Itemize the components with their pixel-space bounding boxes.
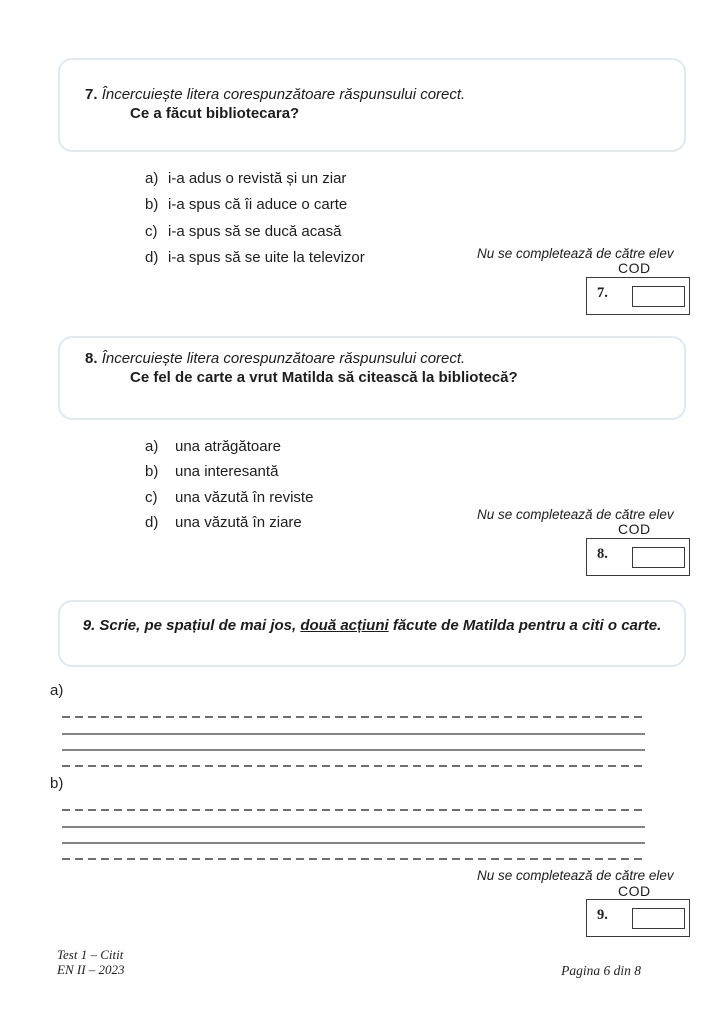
option-letter: b) — [145, 196, 159, 214]
cod-box-field — [632, 286, 685, 307]
question-7-box — [58, 58, 686, 152]
answer-a-label: a) — [50, 682, 64, 699]
option-text: una interesantă — [175, 463, 279, 481]
answer-b-line-dashed — [62, 809, 645, 811]
option-row-a — [145, 166, 365, 192]
question-7-prompt: Ce a făcut bibliotecara? — [130, 105, 300, 122]
question-8-instruction: 8. Încercuiește litera corespunzătoare răspunsului corect. — [85, 350, 466, 367]
no-fill-note: Nu se completează de către elev — [477, 507, 674, 522]
option-row-b — [145, 192, 365, 218]
cod-box-number: 9. — [597, 907, 608, 923]
no-fill-note: Nu se completează de către elev — [477, 868, 674, 883]
option-row-d — [145, 245, 365, 271]
footer-page-number: Pagina 6 din 8 — [561, 963, 641, 978]
option-letter: a) — [145, 170, 159, 187]
cod-label: COD — [618, 521, 651, 537]
footer-test-name: Test 1 – Citit — [57, 947, 124, 962]
no-fill-note: Nu se completează de către elev — [477, 246, 674, 261]
option-text: una văzută în reviste — [175, 488, 314, 506]
answer-a-line-solid — [62, 733, 645, 735]
option-row-d — [145, 510, 313, 535]
option-letter: c) — [145, 488, 158, 506]
option-text: una văzută în ziare — [175, 514, 302, 532]
footer-test-info — [57, 948, 125, 977]
option-row-c — [145, 485, 313, 510]
answer-b-line-solid — [62, 826, 645, 828]
option-letter: b) — [145, 463, 159, 481]
question-8-box — [58, 336, 686, 420]
option-row-a — [145, 434, 313, 459]
cod-box-q8 — [586, 538, 690, 576]
answer-b-label: b) — [50, 775, 64, 792]
option-letter: d) — [145, 249, 159, 267]
question-8-options — [145, 434, 313, 536]
cod-box-q9 — [586, 899, 690, 937]
option-row-b — [145, 459, 313, 484]
answer-a-line-solid — [62, 749, 645, 751]
option-text: i-a spus că îi aduce o carte — [168, 196, 348, 214]
answer-a-line-dashed — [62, 765, 645, 767]
cod-box-field — [632, 547, 685, 568]
option-letter: c) — [145, 222, 158, 240]
option-text: i-a spus să se ducă acasă — [168, 222, 342, 240]
question-8-prompt: Ce fel de carte a vrut Matilda să citească la bibliotecă? — [130, 369, 518, 386]
question-9-prompt: 9. Scrie, pe spațiul de mai jos, două acțiuni făcute de Matilda pentru a citi o carte. — [82, 617, 662, 634]
footer-edition: EN II – 2023 — [57, 961, 125, 977]
cod-box-number: 7. — [597, 285, 608, 301]
option-row-c — [145, 219, 365, 245]
answer-b-line-solid — [62, 842, 645, 844]
option-letter: d) — [145, 514, 159, 532]
answer-a-line-dashed — [62, 716, 645, 718]
question-7-number: 7. — [85, 86, 98, 103]
underlined-phrase: două acțiuni — [300, 617, 389, 634]
cod-box-number: 8. — [597, 546, 608, 562]
cod-box-field — [632, 908, 685, 929]
cod-box-q7 — [586, 277, 690, 315]
question-9-box — [58, 600, 686, 667]
cod-label: COD — [618, 260, 651, 276]
option-text: i-a spus să se uite la televizor — [168, 249, 365, 267]
question-7-options — [145, 166, 365, 272]
question-8-number: 8. — [85, 350, 98, 367]
answer-b-line-dashed — [62, 858, 645, 860]
option-letter: a) — [145, 438, 159, 455]
option-text: i-a adus o revistă și un ziar — [168, 170, 347, 187]
question-9-number: 9. — [82, 617, 96, 634]
cod-label: COD — [618, 883, 651, 899]
question-7-instruction: 7. Încercuiește litera corespunzătoare răspunsului corect. — [85, 86, 466, 103]
option-text: una atrăgătoare — [175, 438, 281, 455]
